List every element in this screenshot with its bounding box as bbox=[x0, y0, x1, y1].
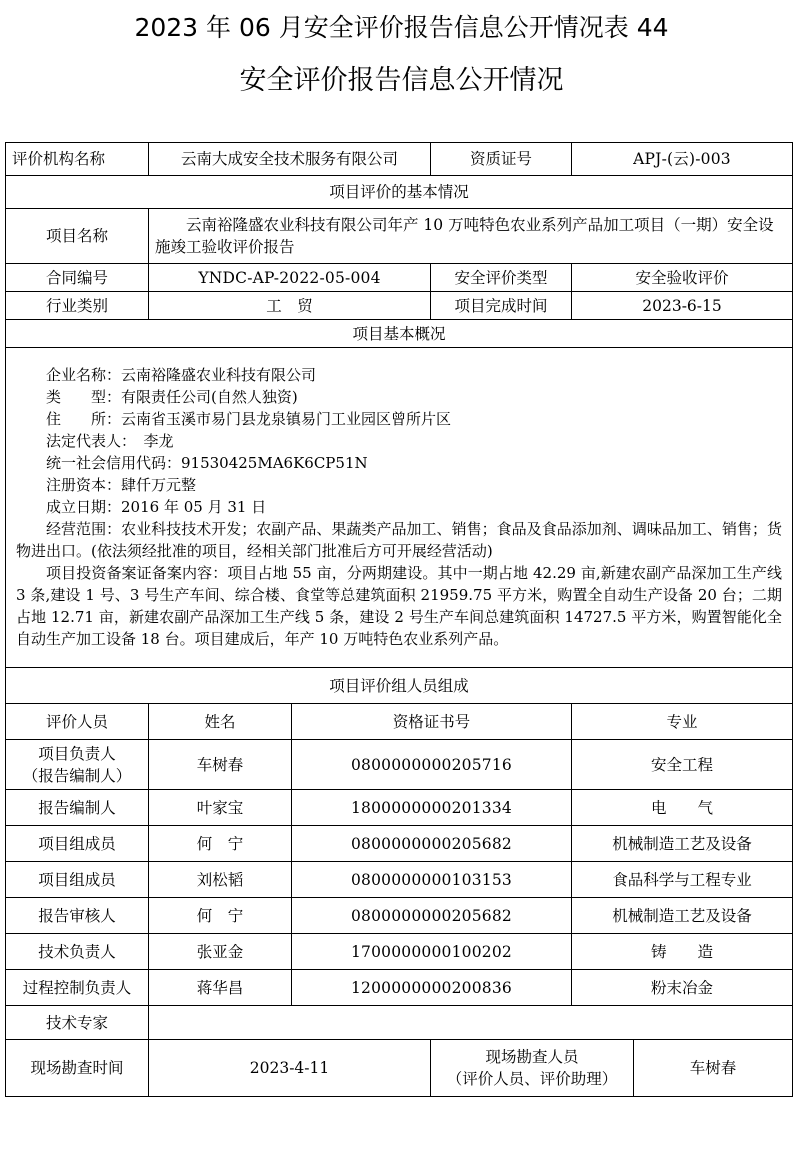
cert-cell: 0800000000205682 bbox=[292, 826, 572, 862]
table-row bbox=[6, 826, 793, 862]
overview-body bbox=[6, 348, 793, 668]
basic-section-header: 项目评价的基本情况 bbox=[6, 176, 793, 209]
disclosure-table bbox=[5, 142, 793, 1097]
survey-staff-label-line1: 现场勘查人员 bbox=[485, 1048, 579, 1066]
team-columns-row bbox=[6, 704, 793, 740]
table-row bbox=[6, 740, 793, 790]
name-cell: 何 宁 bbox=[149, 898, 292, 934]
org-label: 评价机构名称 bbox=[6, 143, 149, 176]
role-cell: 过程控制负责人 bbox=[6, 970, 149, 1006]
major-cell: 粉末冶金 bbox=[572, 970, 793, 1006]
survey-time-label: 现场勘查时间 bbox=[6, 1040, 149, 1097]
name-cell: 蒋华昌 bbox=[149, 970, 292, 1006]
org-row bbox=[6, 143, 793, 176]
survey-staff-split bbox=[431, 1040, 793, 1097]
credit-code-line: 统一社会信用代码：91530425MA6K6CP51N bbox=[46, 454, 368, 472]
name-cell: 车树春 bbox=[149, 740, 292, 790]
name-cell: 刘松韬 bbox=[149, 862, 292, 898]
name-cell: 叶家宝 bbox=[149, 790, 292, 826]
evaluation-type-value: 安全验收评价 bbox=[572, 264, 793, 292]
role-cell bbox=[6, 740, 149, 790]
industry-value: 工 贸 bbox=[149, 292, 431, 320]
finish-time-label: 项目完成时间 bbox=[431, 292, 572, 320]
major-cell: 机械制造工艺及设备 bbox=[572, 826, 793, 862]
role-text: 项目负责人 bbox=[38, 744, 116, 763]
major-cell: 安全工程 bbox=[572, 740, 793, 790]
investment-paragraph: 项目投资备案证备案内容：项目占地 55 亩，分两期建设。其中一期占地 42.29 亩,新建农副产品深加工生产线 3 条,建设 1 号、3 号生产车间、综合楼、食堂等总建筑面积 21959.75 平方米，购置全自动生产设备 20 台；二期占地 12.71 亩，新建农副产品深加工生产线 5 条，建设 2 号生产车间总建筑面积 14727.5 平方米，购置智能化全自动生产加工设备 18 台。项目建成后，年产 10 万吨特色农业系列产品。 bbox=[16, 564, 783, 648]
capital-line: 注册资本：肆仟万元整 bbox=[46, 476, 197, 494]
company-name-line: 企业名称：云南裕隆盛农业科技有限公司 bbox=[46, 366, 317, 384]
expert-value bbox=[149, 1006, 793, 1040]
table-row bbox=[6, 934, 793, 970]
team-section-header: 项目评价组人员组成 bbox=[6, 668, 793, 704]
industry-label: 行业类别 bbox=[6, 292, 149, 320]
role-cell: 报告审核人 bbox=[6, 898, 149, 934]
col-cert: 资格证书号 bbox=[292, 704, 572, 740]
founded-line: 成立日期：2016 年 05 月 31 日 bbox=[46, 498, 267, 516]
cert-cell: 1700000000100202 bbox=[292, 934, 572, 970]
legal-rep-line: 法定代表人： 李龙 bbox=[46, 432, 174, 450]
survey-time-value: 2023-4-11 bbox=[149, 1040, 431, 1097]
finish-time-value: 2023-6-15 bbox=[572, 292, 793, 320]
major-cell: 电 气 bbox=[572, 790, 793, 826]
table-row bbox=[6, 898, 793, 934]
contract-value: YNDC-AP-2022-05-004 bbox=[149, 264, 431, 292]
survey-staff-label bbox=[431, 1040, 634, 1096]
business-scope-paragraph: 经营范围：农业科技技术开发；农副产品、果蔬类产品加工、销售；食品及食品添加剂、调味品加工、销售；货物进出口。(依法须经批准的项目，经相关部门批准后方可开展经营活动) bbox=[16, 520, 783, 560]
role-cell: 技术负责人 bbox=[6, 934, 149, 970]
cert-cell: 0800000000205682 bbox=[292, 898, 572, 934]
role-cell: 项目组成员 bbox=[6, 862, 149, 898]
name-cell: 张亚金 bbox=[149, 934, 292, 970]
name-cell: 何 宁 bbox=[149, 826, 292, 862]
role-cell: 报告编制人 bbox=[6, 790, 149, 826]
cert-value: APJ-(云)-003 bbox=[572, 143, 793, 176]
document-subtitle: 安全评价报告信息公开情况 bbox=[239, 65, 564, 96]
col-name: 姓名 bbox=[149, 704, 292, 740]
project-name-value: 云南裕隆盛农业科技有限公司年产 10 万吨特色农业系列产品加工项目（一期）安全设施竣工验收评价报告 bbox=[149, 209, 793, 264]
project-name-label: 项目名称 bbox=[6, 209, 149, 264]
major-cell: 食品科学与工程专业 bbox=[572, 862, 793, 898]
table-row bbox=[6, 862, 793, 898]
document-title: 2023 年 06 月安全评价报告信息公开情况表 44 bbox=[134, 13, 669, 42]
survey-staff-label-line2: （评价人员、评价助理） bbox=[446, 1070, 618, 1088]
evaluation-type-label: 安全评价类型 bbox=[431, 264, 572, 292]
survey-staff-value: 车树春 bbox=[689, 1059, 737, 1077]
cert-label: 资质证号 bbox=[431, 143, 572, 176]
contract-label: 合同编号 bbox=[6, 264, 149, 292]
col-role: 评价人员 bbox=[6, 704, 149, 740]
role-subtext: （报告编制人） bbox=[22, 766, 132, 785]
org-value: 云南大成安全技术服务有限公司 bbox=[149, 143, 431, 176]
table-row bbox=[6, 790, 793, 826]
major-cell: 铸 造 bbox=[572, 934, 793, 970]
role-cell: 项目组成员 bbox=[6, 826, 149, 862]
cert-cell: 1800000000201334 bbox=[292, 790, 572, 826]
company-type-line: 类 型：有限责任公司(自然人独资) bbox=[46, 388, 298, 406]
cert-cell: 0800000000205716 bbox=[292, 740, 572, 790]
col-major: 专业 bbox=[572, 704, 793, 740]
cert-cell: 0800000000103153 bbox=[292, 862, 572, 898]
cert-cell: 1200000000200836 bbox=[292, 970, 572, 1006]
table-row bbox=[6, 970, 793, 1006]
address-line: 住 所：云南省玉溪市易门县龙泉镇易门工业园区曾所片区 bbox=[46, 410, 452, 428]
overview-section-header: 项目基本概况 bbox=[6, 320, 793, 348]
expert-label: 技术专家 bbox=[6, 1006, 149, 1040]
major-cell: 机械制造工艺及设备 bbox=[572, 898, 793, 934]
